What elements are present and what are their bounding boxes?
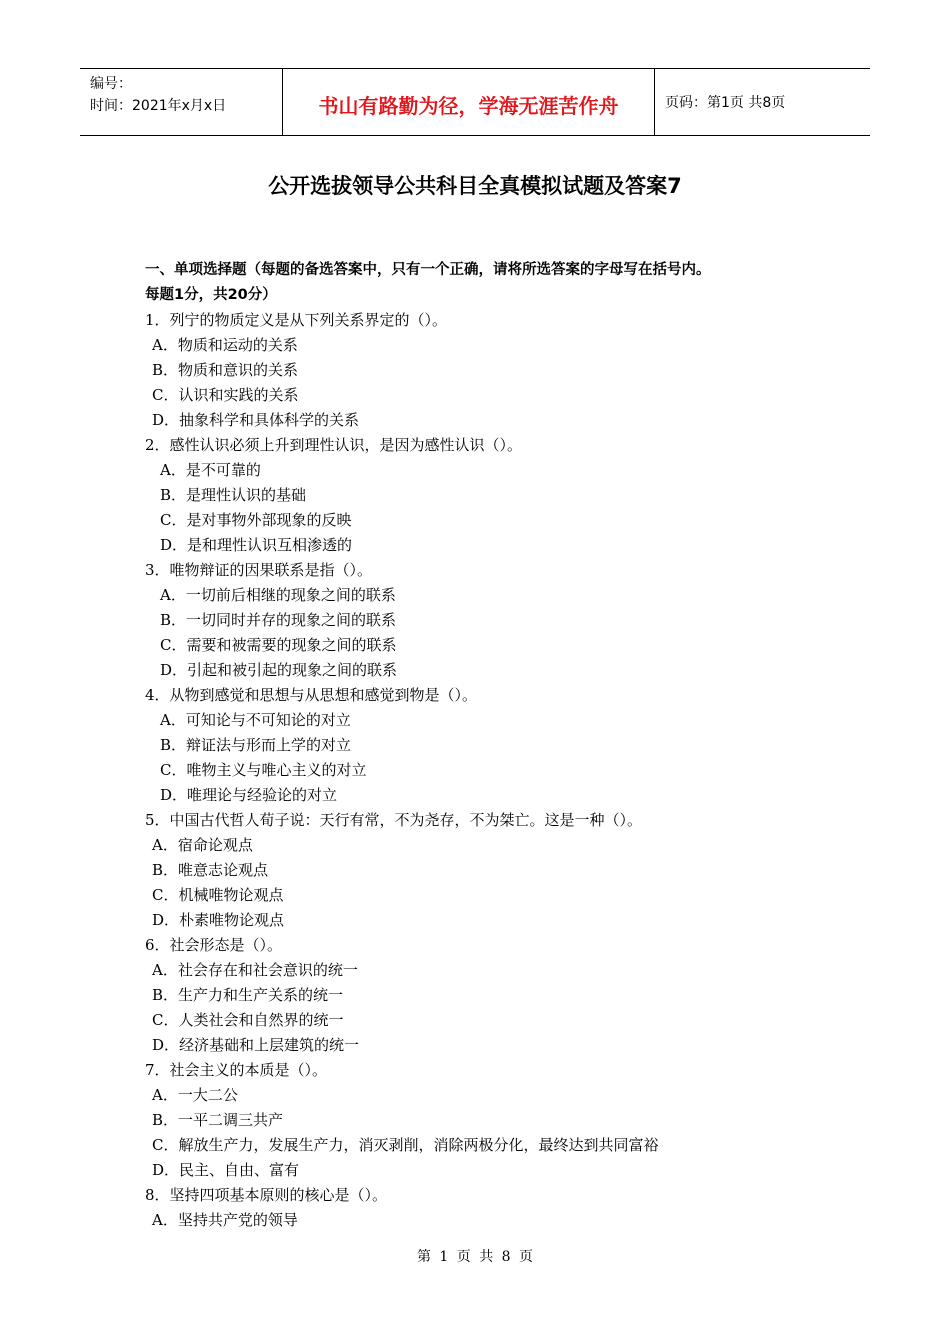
answer-option: B．生产力和生产关系的统一	[152, 986, 344, 1004]
question-item	[145, 683, 845, 808]
question-item	[145, 433, 845, 558]
answer-option: C．机械唯物论观点	[152, 886, 284, 904]
question-item	[145, 308, 845, 433]
answer-option: C．人类社会和自然界的统一	[152, 1011, 344, 1029]
answer-option: B．唯意志论观点	[152, 861, 269, 879]
answer-option: C．认识和实践的关系	[152, 386, 299, 404]
answer-option: D．民主、自由、富有	[152, 1161, 300, 1179]
question-text: 5．中国古代哲人荀子说：天行有常，不为尧存，不为桀亡。这是一种（）。	[145, 811, 643, 829]
answer-option: B．物质和意识的关系	[152, 361, 299, 379]
question-text: 2．感性认识必须上升到理性认识，是因为感性认识（）。	[145, 436, 523, 454]
question-text: 1．列宁的物质定义是从下列关系界定的（）。	[145, 311, 448, 329]
question-text: 7．社会主义的本质是（）。	[145, 1061, 328, 1079]
question-item	[145, 933, 845, 1058]
answer-option: A．可知论与不可知论的对立	[160, 711, 351, 729]
answer-option: C．需要和被需要的现象之间的联系	[160, 636, 397, 654]
question-text: 8．坚持四项基本原则的核心是（）。	[145, 1186, 388, 1204]
answer-option: A．社会存在和社会意识的统一	[152, 961, 358, 979]
question-text: 4．从物到感觉和思想与从思想和感觉到物是（）。	[145, 686, 478, 704]
answer-option: A．一切前后相继的现象之间的联系	[160, 586, 396, 604]
question-item	[145, 1183, 845, 1233]
section-heading	[145, 258, 845, 308]
answer-option: C．是对事物外部现象的反映	[160, 511, 352, 529]
motto: 书山有路勤为径，学海无涯苦作舟	[282, 69, 655, 135]
answer-option: D．是和理性认识互相渗透的	[160, 536, 353, 554]
question-item	[145, 1058, 845, 1183]
header-meta	[80, 69, 282, 135]
question-text: 6．社会形态是（）。	[145, 936, 283, 954]
answer-option: C．解放生产力，发展生产力，消灭剥削，消除两极分化，最终达到共同富裕	[152, 1136, 659, 1154]
answer-option: B．一平二调三共产	[152, 1111, 284, 1129]
number-label: 编号：	[90, 76, 132, 92]
answer-option: D．经济基础和上层建筑的统一	[152, 1036, 360, 1054]
answer-option: A．一大二公	[152, 1086, 238, 1104]
date-label: 时间：2021年x月x日	[90, 98, 227, 114]
page-info: 页码：第1页 共8页	[665, 95, 786, 111]
answer-option: A．物质和运动的关系	[152, 336, 298, 354]
answer-option: D．唯理论与经验论的对立	[160, 786, 338, 804]
answer-option: A．坚持共产党的领导	[152, 1211, 298, 1229]
question-text: 3．唯物辩证的因果联系是指（）。	[145, 561, 373, 579]
answer-option: B．辩证法与形而上学的对立	[160, 736, 352, 754]
answer-option: C．唯物主义与唯心主义的对立	[160, 761, 367, 779]
answer-option: A．是不可靠的	[160, 461, 261, 479]
section-heading-line-1: 一、单项选择题（每题的备选答案中，只有一个正确，请将所选答案的字母写在括号内。	[145, 262, 711, 278]
answer-option: B．是理性认识的基础	[160, 486, 307, 504]
question-list	[145, 308, 845, 1233]
section-heading-line-2: 每题1分，共20分）	[145, 287, 277, 303]
document-title: 公开选拔领导公共科目全真模拟试题及答案7	[268, 174, 682, 198]
page-footer: 第 1 页 共 8 页	[416, 1249, 534, 1265]
document-body	[145, 258, 845, 1233]
answer-option: D．引起和被引起的现象之间的联系	[160, 661, 398, 679]
question-item	[145, 558, 845, 683]
answer-option: A．宿命论观点	[152, 836, 253, 854]
answer-option: D．朴素唯物论观点	[152, 911, 285, 929]
answer-option: D．抽象科学和具体科学的关系	[152, 411, 360, 429]
question-item	[145, 808, 845, 933]
document-header	[80, 68, 870, 136]
answer-option: B．一切同时并存的现象之间的联系	[160, 611, 397, 629]
